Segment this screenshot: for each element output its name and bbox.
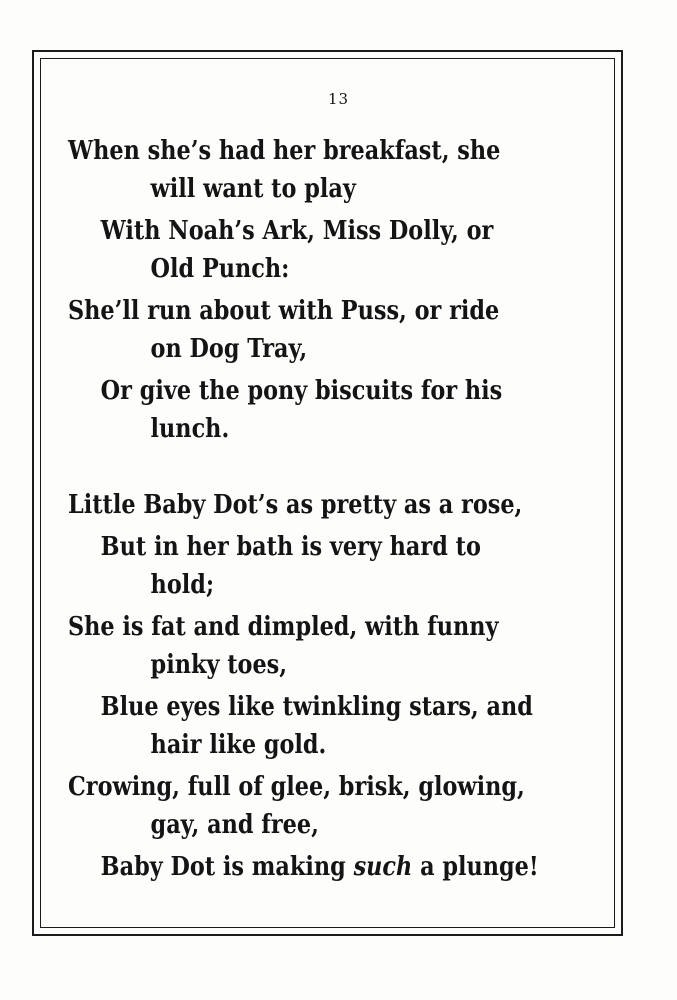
stanza-2 — [68, 486, 539, 886]
poem-line: Old Punch: — [150, 254, 290, 284]
poem-line: But in her bath is very hard to — [100, 532, 481, 562]
poem-text-run: a plunge! — [412, 852, 539, 882]
poem-line: hold; — [150, 570, 215, 600]
poem-line: lunch. — [150, 414, 230, 444]
poem-line: hair like gold. — [150, 730, 327, 760]
emphasized-word: such — [353, 852, 413, 882]
poem-line: She’ll run about with Puss, or ride — [68, 296, 500, 326]
poem-line: Little Baby Dot’s as pretty as a rose, — [68, 490, 523, 520]
poem-line: on Dog Tray, — [150, 334, 308, 364]
poem-line-final — [68, 848, 539, 886]
poem-line: Or give the pony biscuits for his — [100, 376, 503, 406]
poem-line: pinky toes, — [150, 650, 288, 680]
stanza-1 — [68, 132, 515, 448]
poem-line: When she’s had her breakfast, she — [68, 136, 501, 166]
poem-line: Crowing, full of glee, brisk, glowing, — [68, 772, 525, 802]
poem-line: gay, and free, — [150, 810, 319, 840]
poem-line: She is fat and dimpled, with funny — [68, 612, 499, 642]
poem-text — [68, 132, 539, 886]
poem-text-run: Baby Dot is making — [100, 852, 354, 882]
poem-line: With Noah’s Ark, Miss Dolly, or — [100, 216, 494, 246]
page-number: 13 — [327, 90, 350, 108]
poem-line: Blue eyes like twinkling stars, and — [100, 692, 533, 722]
poem-line: will want to play — [150, 174, 356, 204]
